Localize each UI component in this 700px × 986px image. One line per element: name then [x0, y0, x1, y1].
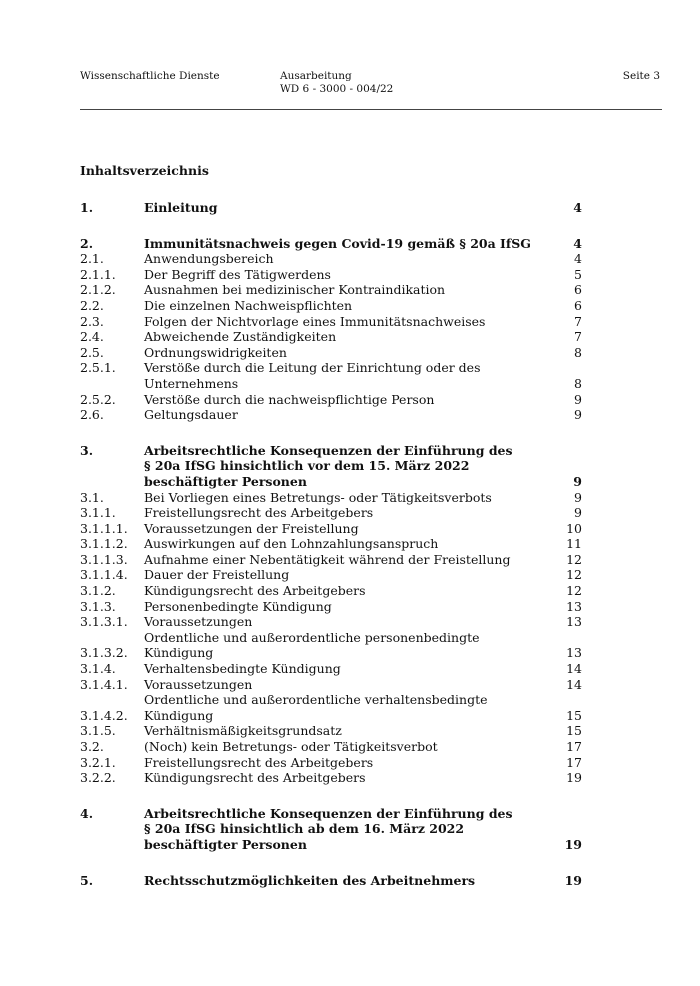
toc-entry[interactable] — [80, 345, 582, 361]
toc-entry[interactable] — [80, 376, 582, 392]
toc-entry-title: Abweichende Zuständigkeiten — [144, 329, 337, 345]
toc-entry-number: 2.1.2. — [80, 282, 116, 298]
toc-entry[interactable] — [80, 298, 582, 314]
toc-entry-number: 2.1.1. — [80, 266, 116, 282]
toc-entry-page: 9 — [574, 391, 582, 407]
toc-entry[interactable] — [80, 536, 582, 552]
toc-entry-title: Arbeitsrechtliche Konsequenzen der Einführung des — [144, 442, 513, 458]
toc-entry[interactable] — [80, 443, 582, 459]
toc-entry-number: 1. — [80, 200, 94, 215]
toc-entry-title: Dauer der Freistellung — [144, 567, 290, 583]
toc-entry-title: Ordentliche und außerordentliche personenbedingte Kündigung — [144, 629, 480, 661]
toc-entry-title: Verhältnismäßigkeitsgrundsatz — [144, 723, 342, 739]
toc-entry-number: 2.6. — [80, 407, 104, 423]
toc-entry[interactable] — [80, 505, 582, 521]
toc-entry[interactable] — [80, 692, 582, 723]
toc-entry-number: 2.1. — [80, 251, 104, 267]
header-org: Wissenschaftliche Dienste — [80, 70, 220, 82]
toc-entry-page: 4 — [573, 235, 582, 251]
toc-entry-page: 12 — [566, 551, 582, 567]
toc-entry-title: Folgen der Nichtvorlage eines Immunitätsnachweises — [144, 313, 486, 329]
section-gap — [80, 423, 582, 443]
toc-entry-title: Bei Vorliegen eines Betretungs- oder Tätigkeitsverbots — [144, 489, 492, 505]
toc-entry-title: Immunitätsnachweis gegen Covid-19 gemäß § 20a IfSG — [144, 235, 531, 251]
section-gap — [80, 853, 582, 873]
toc-entry-page: 14 — [566, 661, 582, 677]
toc-entry[interactable] — [80, 407, 582, 423]
toc-entry-number: 3.1.3. — [80, 598, 116, 614]
toc-entry-page: 8 — [574, 375, 582, 391]
toc-entry-title: Kündigungsrecht des Arbeitgebers — [144, 770, 366, 786]
toc-entry-number: 3.2. — [80, 739, 104, 754]
toc-entry[interactable] — [80, 755, 582, 771]
toc-entry-number: 3.1.1.1. — [80, 520, 128, 536]
toc-entry-number: 3. — [80, 442, 94, 458]
toc-entry[interactable] — [80, 314, 582, 330]
toc-entry-number: 3.1.1. — [80, 505, 116, 521]
toc-entry-title: Die einzelnen Nachweispflichten — [144, 297, 353, 313]
toc-entry[interactable] — [80, 739, 582, 755]
toc-entry-title: Anwendungsbereich — [144, 251, 274, 267]
toc-entry[interactable] — [80, 490, 582, 506]
toc-entry-title: beschäftigter Personen — [144, 836, 307, 852]
header-page-number: Seite 3 — [622, 70, 660, 82]
toc-entry-page: 13 — [566, 645, 582, 661]
table-of-contents — [80, 200, 582, 888]
toc-entry-title: Geltungsdauer — [144, 407, 238, 423]
toc-entry-page: 12 — [566, 583, 582, 599]
toc-entry[interactable] — [80, 723, 582, 739]
toc-entry-title: (Noch) kein Betretungs- oder Tätigkeitsverbot — [144, 739, 438, 754]
toc-entry-number: 3.1.1.3. — [80, 551, 128, 567]
toc-entry-number: 3.1.3.1. — [80, 614, 128, 630]
toc-entry-page: 4 — [573, 200, 582, 215]
toc-entry[interactable] — [80, 329, 582, 345]
toc-entry[interactable] — [80, 821, 582, 837]
toc-entry-page: 4 — [574, 251, 582, 267]
header-divider — [80, 109, 662, 110]
toc-entry-title: Arbeitsrechtliche Konsequenzen der Einführung des — [144, 805, 513, 821]
toc-entry-page: 9 — [574, 505, 582, 521]
toc-entry-page: 9 — [574, 407, 582, 423]
toc-entry[interactable] — [80, 474, 582, 490]
toc-entry-title: Voraussetzungen der Freistellung — [144, 520, 359, 536]
toc-entry-number: 3.1.1.2. — [80, 536, 128, 552]
toc-entry-page: 17 — [566, 739, 582, 754]
toc-entry[interactable] — [80, 614, 582, 630]
toc-entry-page: 15 — [566, 723, 582, 739]
toc-entry-title: Aufnahme einer Nebentätigkeit während der Freistellung — [144, 551, 511, 567]
toc-entry-page: 13 — [566, 614, 582, 630]
toc-entry[interactable] — [80, 630, 582, 661]
toc-entry-page: 11 — [566, 536, 582, 552]
toc-entry-title: Ordnungswidrigkeiten — [144, 344, 287, 360]
toc-entry-title: § 20a IfSG hinsichtlich vor dem 15. März 2022 — [144, 458, 470, 474]
toc-entry[interactable] — [80, 567, 582, 583]
toc-entry-title: Verhaltensbedingte Kündigung — [144, 661, 341, 677]
toc-entry[interactable] — [80, 806, 582, 822]
toc-entry-number: 2.3. — [80, 313, 104, 329]
toc-entry-page: 19 — [564, 836, 582, 852]
toc-entry-page: 5 — [574, 266, 582, 282]
toc-entry-title: Voraussetzungen — [144, 614, 253, 630]
toc-entry-page: 9 — [573, 473, 582, 489]
toc-entry-page: 9 — [574, 489, 582, 505]
toc-entry[interactable] — [80, 360, 582, 376]
toc-entry-page: 13 — [566, 598, 582, 614]
toc-entry[interactable] — [80, 521, 582, 537]
toc-entry-title: Auswirkungen auf den Lohnzahlungsanspruch — [144, 536, 439, 552]
toc-entry-number: 3.2.2. — [80, 770, 116, 786]
toc-entry-page: 12 — [566, 567, 582, 583]
toc-entry[interactable] — [80, 282, 582, 298]
toc-entry-title: § 20a IfSG hinsichtlich ab dem 16. März 2022 — [144, 821, 465, 837]
toc-entry-page: 7 — [574, 329, 582, 345]
toc-entry-page: 7 — [574, 313, 582, 329]
toc-entry-number: 2.5.1. — [80, 360, 116, 376]
toc-entry-number: 3.1.4.2. — [80, 707, 128, 723]
toc-entry-number: 2.5.2. — [80, 391, 116, 407]
toc-entry-title: beschäftigter Personen — [144, 473, 307, 489]
toc-entry-number: 2.2. — [80, 297, 104, 313]
toc-entry[interactable] — [80, 458, 582, 474]
toc-entry-number: 3.1.5. — [80, 723, 116, 739]
toc-entry[interactable] — [80, 661, 582, 677]
toc-entry-page: 19 — [566, 770, 582, 786]
toc-entry-number: 2.4. — [80, 329, 104, 345]
toc-entry-title: Kündigungsrecht des Arbeitgebers — [144, 583, 366, 599]
toc-entry-title: Freistellungsrecht des Arbeitgebers — [144, 505, 374, 521]
toc-entry-title: Rechtsschutzmöglichkeiten des Arbeitnehmers — [144, 872, 476, 888]
section-gap — [80, 786, 582, 806]
toc-entry-number: 2.5. — [80, 344, 104, 360]
header-doc-type: Ausarbeitung — [280, 70, 352, 82]
toc-entry[interactable] — [80, 837, 582, 853]
toc-entry-title: Unternehmens — [144, 375, 239, 391]
toc-entry[interactable] — [80, 392, 582, 408]
toc-entry-number: 3.1.2. — [80, 583, 116, 599]
toc-entry-page: 8 — [574, 344, 582, 360]
toc-entry-page: 19 — [564, 872, 582, 888]
toc-entry-page: 10 — [566, 520, 582, 536]
section-gap — [80, 216, 582, 236]
toc-entry-page: 6 — [574, 282, 582, 298]
toc-entry-number: 2. — [80, 235, 94, 251]
toc-entry[interactable] — [80, 200, 582, 216]
toc-entry[interactable] — [80, 599, 582, 615]
toc-entry-title: Personenbedingte Kündigung — [144, 598, 332, 614]
toc-entry[interactable] — [80, 552, 582, 568]
toc-entry-title: Ausnahmen bei medizinischer Kontraindikation — [144, 282, 446, 298]
toc-entry-number: 3.1.4. — [80, 661, 116, 677]
toc-entry[interactable] — [80, 236, 582, 252]
header-doc-info — [280, 70, 393, 96]
toc-entry-title: Voraussetzungen — [144, 676, 253, 692]
toc-entry-number: 4. — [80, 805, 94, 821]
toc-entry-title: Freistellungsrecht des Arbeitgebers — [144, 754, 374, 770]
toc-entry[interactable] — [80, 267, 582, 283]
toc-entry-page: 17 — [566, 754, 582, 770]
toc-entry-page: 14 — [566, 676, 582, 692]
toc-entry[interactable] — [80, 251, 582, 267]
header-doc-id: WD 6 - 3000 - 004/22 — [280, 83, 394, 95]
toc-entry-number: 3.2.1. — [80, 754, 116, 770]
toc-entry-number: 3.1.3.2. — [80, 645, 128, 661]
toc-entry-number: 3.1. — [80, 489, 104, 505]
toc-entry-title: Einleitung — [144, 200, 218, 215]
toc-entry-title: Verstöße durch die nachweispflichtige Person — [144, 391, 435, 407]
toc-entry-number: 3.1.1.4. — [80, 567, 128, 583]
toc-entry-title: Ordentliche und außerordentliche verhaltensbedingte Kündigung — [144, 692, 488, 723]
toc-entry-page: 6 — [574, 297, 582, 313]
toc-entry-number: 3.1.4.1. — [80, 676, 128, 692]
toc-entry-number: 5. — [80, 872, 94, 888]
toc-entry-title: Der Begriff des Tätigwerdens — [144, 266, 331, 282]
toc-entry[interactable] — [80, 583, 582, 599]
toc-entry-title: Verstöße durch die Leitung der Einrichtung oder des — [144, 360, 481, 376]
toc-entry[interactable] — [80, 677, 582, 693]
toc-entry[interactable] — [80, 770, 582, 786]
toc-title: Inhaltsverzeichnis — [80, 163, 209, 178]
toc-entry-page: 15 — [566, 707, 582, 723]
toc-entry[interactable] — [80, 873, 582, 889]
